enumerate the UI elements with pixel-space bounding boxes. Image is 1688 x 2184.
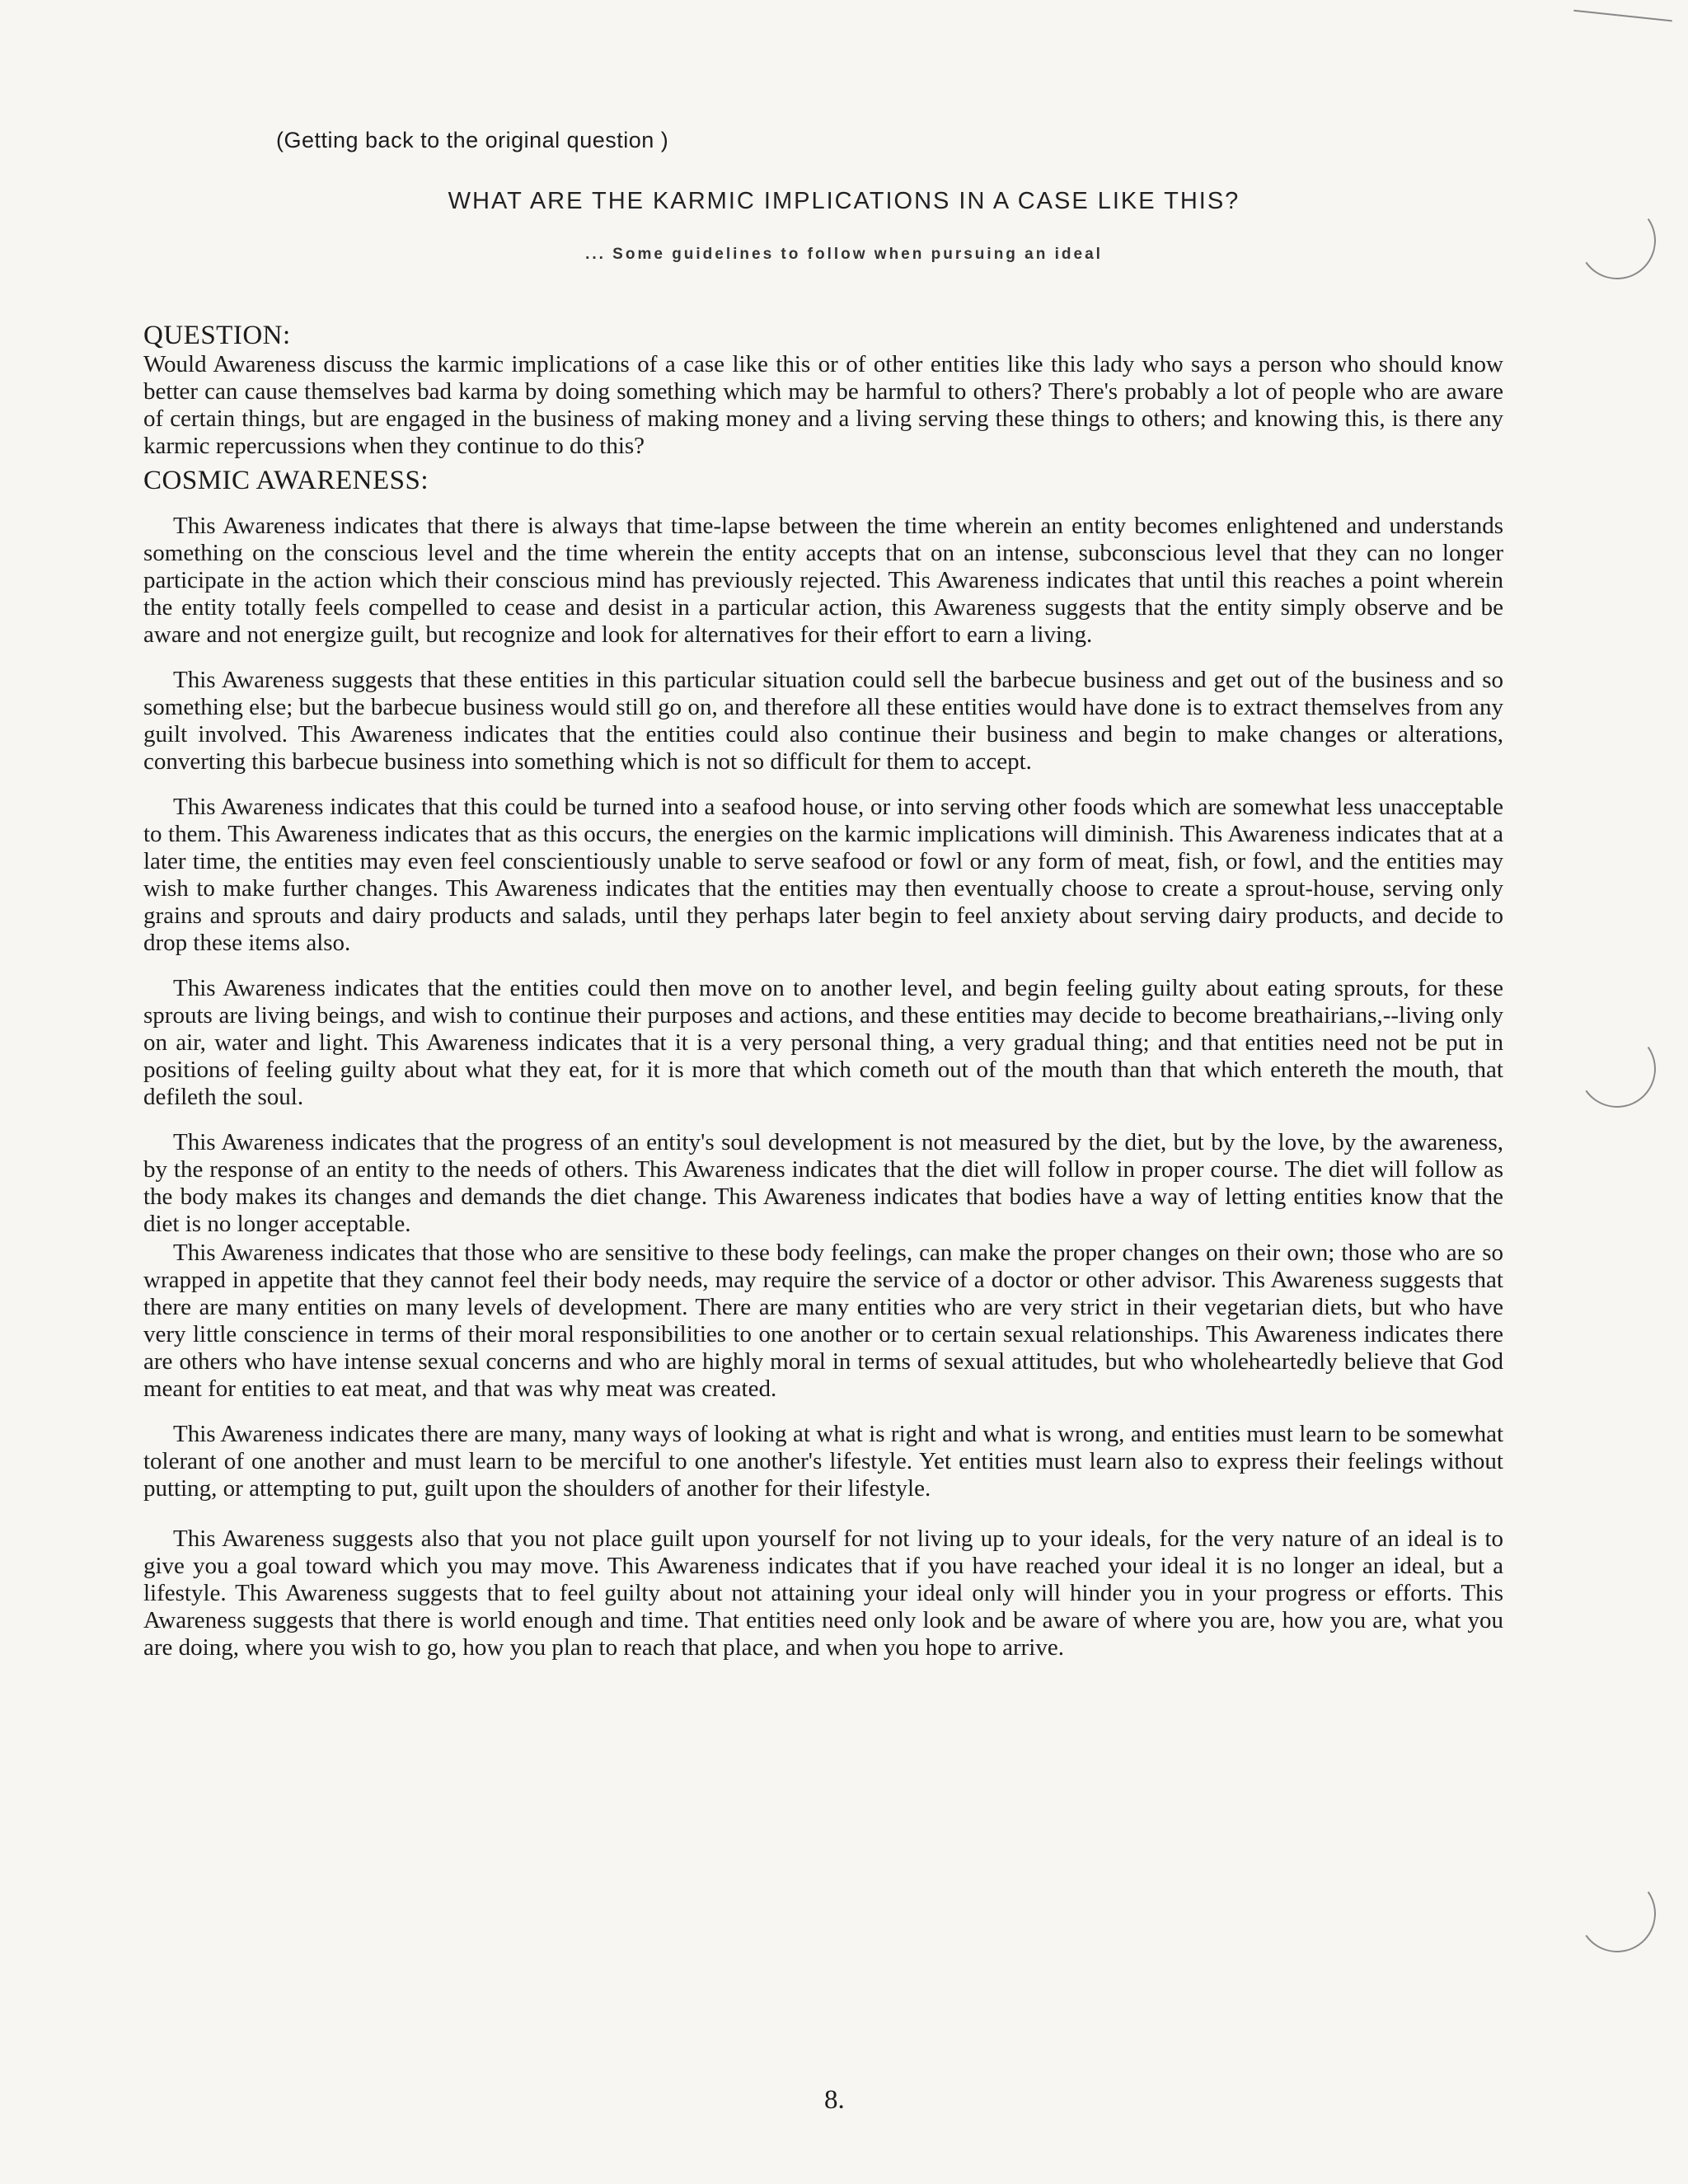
punch-hole-bottom: [1573, 1869, 1662, 1959]
question-text: Would Awareness discuss the karmic implications of a case like this or of other entities like this lady who says a person who should know better can cause themselves bad karma by doing something which may be harmful to others? There's probably a lot of people who are aware of certain things, but are engaged in the business of making money and a living serving these things to others; and knowing this, is there any karmic repercussions when they continue to do this?: [143, 351, 1503, 459]
answer-paragraph: This Awareness indicates that the entities could then move on to another level, and begin feeling guilty about eating sprouts, for these sprouts are living beings, and wish to continue their purposes and actions, and these entities may decide to become breathairians,--living only on air, water and light. This Awareness indicates that it is a very personal thing, a very gradual thing; and that entities need not be put in positions of feeling guilty about what they eat, for it is more that which cometh out of the mouth than that which entereth the mouth, that defileth the soul.: [143, 975, 1503, 1110]
answer-paragraph: This Awareness indicates that there is always that time-lapse between the time wherein an entity becomes enlightened and understands something on the conscious level and the time wherein the entity accepts that on an intense, subconscious level that they can no longer participate in the action which their conscious mind has previously rejected. This Awareness indicates that until this reaches a point wherein the entity totally feels compelled to cease and desist in a particular action, this Awareness suggests that the entity simply observe and be aware and not energize guilt, but recognize and look for alternatives for their effort to earn a living.: [143, 513, 1503, 648]
page-title: WHAT ARE THE KARMIC IMPLICATIONS IN A CASE LIKE THIS?: [448, 188, 1240, 214]
punch-hole-middle: [1573, 1024, 1662, 1114]
answer-paragraph: This Awareness suggests also that you not place guilt upon yourself for not living up to your ideals, for the very nature of an ideal is to give you a goal toward which you may move. This Awareness indicates that if you have reached your ideal it is no longer an ideal, but a lifestyle. This Awareness suggests that to feel guilty about not attaining your ideal only will hinder you in your progress or efforts. This Awareness suggests that there is world enough and time. That entities need only look and be aware of where you are, how you are, what you are doing, where you wish to go, how you plan to reach that place, and when you hope to arrive.: [143, 1526, 1503, 1661]
answer-paragraph: This Awareness indicates that those who are sensitive to these body feelings, can make the proper changes on their own; those who are so wrapped in appetite that they cannot feel their body needs, may require the service of a doctor or other advisor. This Awareness suggests that there are many entities on many levels of development. There are many entities who are very strict in their vegetarian diets, but who have very little conscience in terms of their moral responsibilities to one another or to certain sexual relationships. This Awareness indicates there are others who have intense sexual concerns and who are highly moral in terms of sexual attitudes, but who wholeheartedly believe that God meant for entities to eat meat, and that was why meat was created.: [143, 1240, 1503, 1402]
corner-scratch-mark: [1572, 10, 1672, 38]
answer-paragraph: This Awareness indicates that the progress of an entity's soul development is not measured by the diet, but by the love, by the awareness, by the response of an entity to the needs of others. This Awareness indicates that the diet will follow in proper course. The diet will follow as the body makes its changes and demands the diet change. This Awareness indicates that bodies have a way of letting entities know that the diet is no longer acceptable.: [143, 1129, 1503, 1237]
page-subtitle: ... Some guidelines to follow when pursuing an ideal: [585, 246, 1103, 263]
question-label: QUESTION:: [143, 321, 291, 350]
answer-paragraph: This Awareness indicates there are many, many ways of looking at what is right and what is wrong, and entities must learn to be somewhat tolerant of one another and must learn to be merciful to one another's lifestyle. Yet entities must learn also to express their feelings without putting, or attempting to put, guilt upon the shoulders of another for their lifestyle.: [143, 1421, 1503, 1502]
page-number: 8.: [824, 2085, 845, 2115]
answer-paragraph: This Awareness suggests that these entities in this particular situation could sell the barbecue business and get out of the business and so something else; but the barbecue business would still go on, and therefore all these entities would have done is to extract themselves from any guilt involved. This Awareness indicates that the entities could also continue their business and begin to make changes or alterations, converting this barbecue business into something which is not so difficult for them to accept.: [143, 667, 1503, 775]
answer-label: COSMIC AWARENESS:: [143, 466, 429, 495]
article-body: [143, 320, 1503, 1680]
intro-note: (Getting back to the original question ): [276, 128, 669, 152]
answer-paragraph: This Awareness indicates that this could be turned into a seafood house, or into serving other foods which are somewhat less unacceptable to them. This Awareness indicates that as this occurs, the energies on the karmic implications will diminish. This Awareness indicates that at a later time, the entities may even feel conscientiously unable to serve seafood or fowl or any form of meat, fish, or fowl, and the entities may wish to make further changes. This Awareness indicates that the entities may then eventually choose to create a sprout-house, serving only grains and sprouts and dairy products and salads, until they perhaps later begin to feel anxiety about serving dairy products, and decide to drop these items also.: [143, 794, 1503, 956]
